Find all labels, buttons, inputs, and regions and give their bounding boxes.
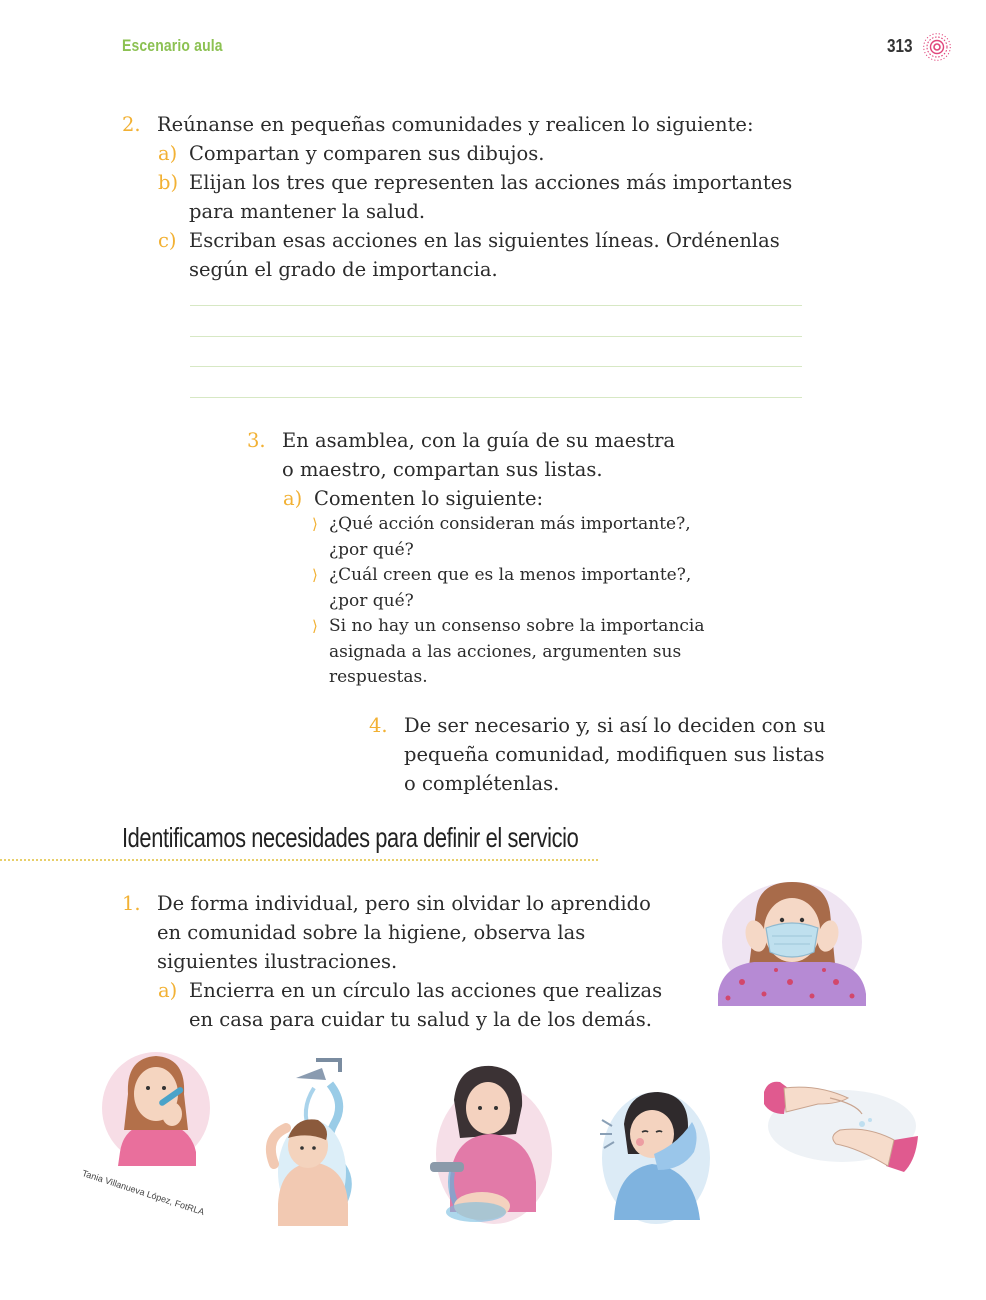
- girl-wearing-mask-illustration[interactable]: [714, 878, 870, 1008]
- bullet-marker: ⟩: [312, 566, 318, 584]
- bullet-text: ¿Qué acción consideran más importante?,: [329, 514, 691, 534]
- item-letter: a): [283, 487, 303, 510]
- item-text: Encierra en un círculo las acciones que realizas: [189, 979, 663, 1002]
- writing-line[interactable]: [190, 397, 802, 398]
- step-1: [122, 889, 702, 1034]
- step-number: 3.: [247, 429, 266, 452]
- step-text: En asamblea, con la guía de su maestra: [282, 429, 676, 452]
- bullet-text: respuestas.: [329, 667, 428, 687]
- item-text: en casa para cuidar tu salud y la de los demás.: [189, 1008, 653, 1031]
- item-text: Elijan los tres que representen las acciones más importantes: [189, 171, 793, 194]
- step-number: 4.: [369, 714, 388, 737]
- item-letter: c): [158, 229, 177, 252]
- step-number: 1.: [122, 892, 141, 915]
- step-number: 2.: [122, 113, 141, 136]
- writing-line[interactable]: [190, 366, 802, 367]
- step-text: en comunidad sobre la higiene, observa las: [157, 921, 586, 944]
- step-3: [247, 426, 767, 513]
- writing-line[interactable]: [190, 336, 802, 337]
- step-text: o complétenlas.: [404, 772, 560, 795]
- sun-ornament-icon: [922, 32, 952, 62]
- step-2: [122, 110, 822, 284]
- item-text: Comenten lo siguiente:: [314, 487, 544, 510]
- step-text: Reúnanse en pequeñas comunidades y realicen lo siguiente:: [157, 113, 754, 136]
- step-text: o maestro, compartan sus listas.: [282, 458, 603, 481]
- item-text: según el grado de importancia.: [189, 258, 498, 281]
- item-text: Compartan y comparen sus dibujos.: [189, 142, 545, 165]
- page-number: 313: [887, 36, 913, 56]
- woman-washing-hands-illustration[interactable]: [424, 1062, 554, 1228]
- item-letter: b): [158, 171, 179, 194]
- illustration-credit: Tania Villanueva López, FotRLA: [80, 1168, 206, 1218]
- section-heading: Identificamos necesidades para definir el servicio: [122, 822, 579, 853]
- writing-line[interactable]: [190, 305, 802, 306]
- step-text: siguientes ilustraciones.: [157, 950, 398, 973]
- bullet-text: Si no hay un consenso sobre la importancia: [329, 616, 705, 636]
- item-letter: a): [158, 142, 178, 165]
- bullet-text: ¿por qué?: [329, 539, 414, 560]
- step-3-bullets: [310, 512, 770, 691]
- child-showering-illustration[interactable]: [256, 1054, 368, 1230]
- child-sneezing-into-elbow-illustration[interactable]: [594, 1084, 714, 1228]
- bullet-text: ¿Cuál creen que es la menos importante?,: [329, 565, 692, 585]
- bullet-marker: ⟩: [312, 617, 318, 635]
- girl-brushing-teeth-illustration[interactable]: [98, 1048, 212, 1168]
- hands-using-sanitizer-illustration[interactable]: [758, 1074, 924, 1178]
- bullet-text: ¿por qué?: [329, 590, 414, 611]
- step-4: [369, 711, 849, 798]
- item-text: Escriban esas acciones en las siguientes líneas. Ordénenlas: [189, 229, 780, 252]
- step-text: De ser necesario y, si así lo deciden con su: [404, 714, 826, 737]
- item-text: para mantener la salud.: [189, 200, 426, 223]
- step-text: pequeña comunidad, modifiquen sus listas: [404, 743, 825, 766]
- section-divider: [0, 859, 598, 861]
- running-header: Escenario aula: [122, 36, 223, 55]
- bullet-text: asignada a las acciones, argumenten sus: [329, 641, 682, 662]
- step-text: De forma individual, pero sin olvidar lo aprendido: [157, 892, 651, 915]
- bullet-marker: ⟩: [312, 515, 318, 533]
- item-letter: a): [158, 979, 178, 1002]
